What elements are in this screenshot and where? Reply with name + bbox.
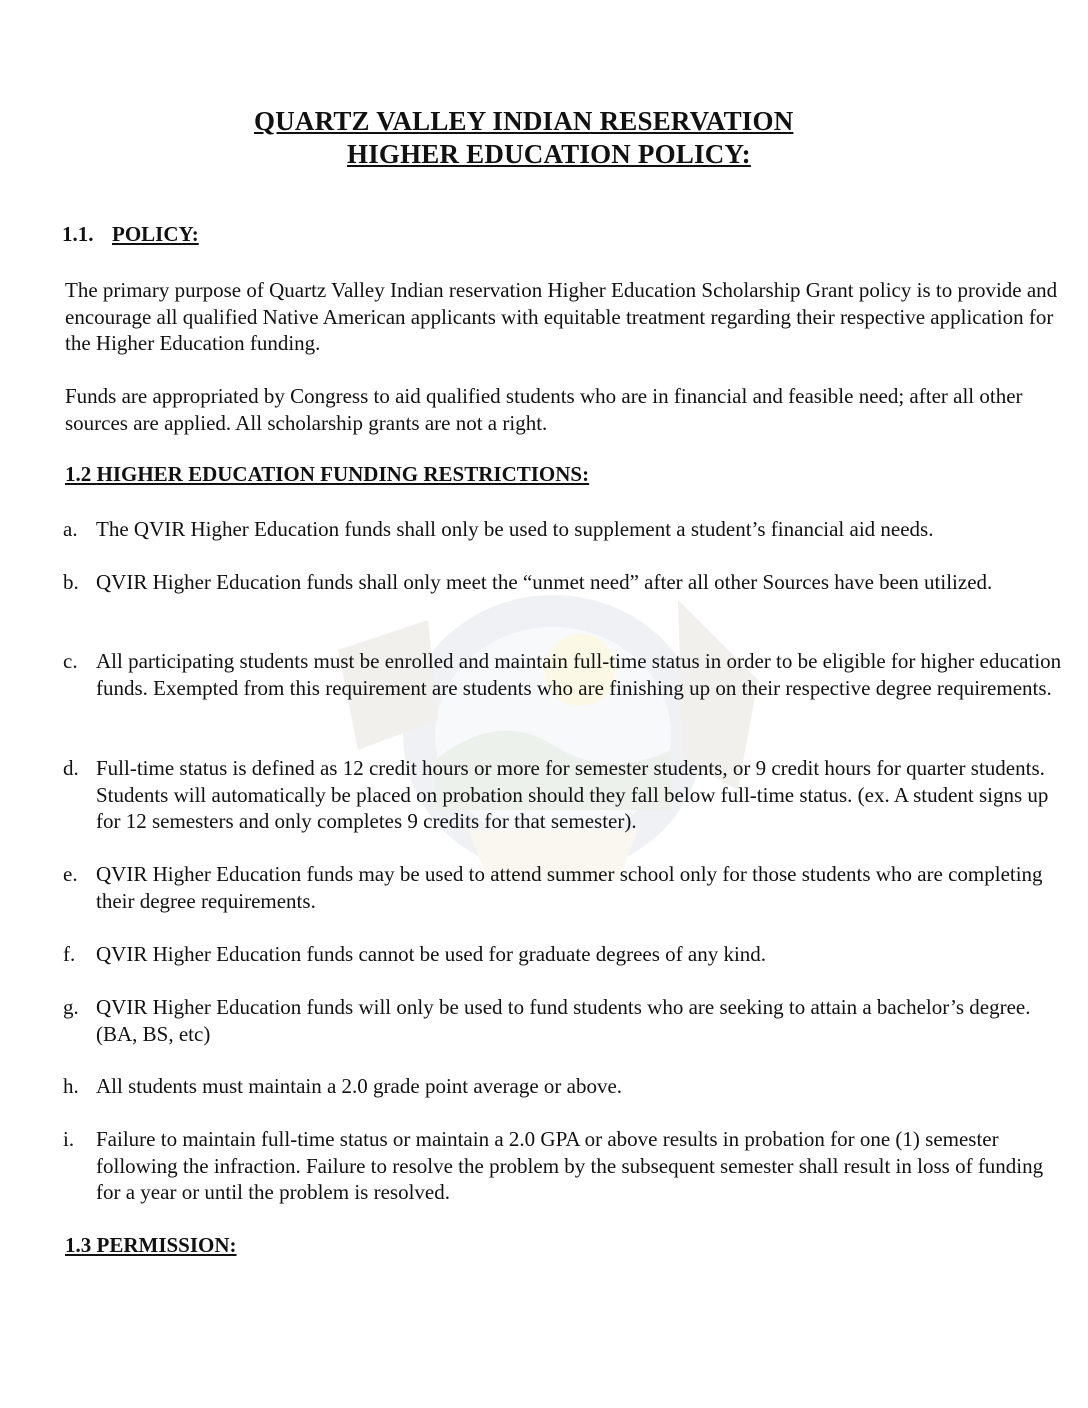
restriction-item-i [63, 1126, 1063, 1206]
item-label: i. [63, 1127, 75, 1151]
title-line-1: QUARTZ VALLEY INDIAN RESERVATION [254, 106, 794, 136]
item-label: b. [63, 570, 79, 594]
item-text: QVIR Higher Education funds may be used to attend summer school only for those students who are completing their degree requirements. [96, 862, 1043, 913]
item-text: The QVIR Higher Education funds shall only be used to supplement a student’s financial aid needs. [96, 517, 934, 541]
restriction-item-e [63, 861, 1063, 914]
item-label: e. [63, 862, 78, 886]
item-text: Full-time status is defined as 12 credit hours or more for semester students, or 9 credit hours for quarter students. Students will automatically be placed on probation should they fall below full-time status. (ex. A student signs up for 12 semesters and only completes 9 credits for that semester). [96, 756, 1049, 833]
item-text: QVIR Higher Education funds will only be used to fund students who are seeking to attain a bachelor’s degree. (BA, BS, etc) [96, 995, 1031, 1046]
section-1-1-number: 1.1. [62, 222, 94, 246]
item-label: f. [63, 942, 76, 966]
item-text: QVIR Higher Education funds shall only meet the “unmet need” after all other Sources have been utilized. [96, 570, 993, 594]
section-1-1-heading: POLICY: [112, 222, 199, 246]
policy-paragraph-1: The primary purpose of Quartz Valley Indian reservation Higher Education Scholarship Grant policy is to provide and encourage all qualified Native American applicants with equitable treatment regarding their respective application for the Higher Education funding. [65, 278, 1058, 355]
item-label: a. [63, 517, 78, 541]
restriction-item-g [63, 994, 1063, 1047]
item-label: d. [63, 756, 79, 780]
item-label: h. [63, 1074, 79, 1098]
item-text: All participating students must be enrolled and maintain full-time status in order to be eligible for higher education funds. Exempted from this requirement are students who are finishing up on their respective degree requirements. [96, 649, 1062, 700]
item-label: c. [63, 649, 78, 673]
item-text: Failure to maintain full-time status or maintain a 2.0 GPA or above results in probation for one (1) semester following the infraction. Failure to resolve the problem by the subsequent semester shall result in loss of funding for a year or until the problem is resolved. [96, 1127, 1044, 1204]
section-1-2-heading: 1.2 HIGHER EDUCATION FUNDING RESTRICTIONS: [65, 462, 590, 486]
restriction-item-d [63, 755, 1063, 835]
item-label: g. [63, 995, 79, 1019]
item-text: All students must maintain a 2.0 grade point average or above. [96, 1074, 623, 1098]
restriction-item-h [63, 1073, 1063, 1100]
policy-paragraph-2: Funds are appropriated by Congress to aid qualified students who are in financial and feasible need; after all other sources are applied. All scholarship grants are not a right. [65, 384, 1023, 435]
seal-watermark-icon [318, 560, 788, 890]
restriction-item-b [63, 569, 1063, 596]
section-1-3-heading: 1.3 PERMISSION: [65, 1233, 237, 1257]
item-text: QVIR Higher Education funds cannot be used for graduate degrees of any kind. [96, 942, 767, 966]
title-line-2: HIGHER EDUCATION POLICY: [347, 139, 751, 169]
restriction-item-f [63, 941, 1063, 968]
restriction-item-a [63, 516, 1063, 543]
restriction-item-c [63, 648, 1063, 701]
